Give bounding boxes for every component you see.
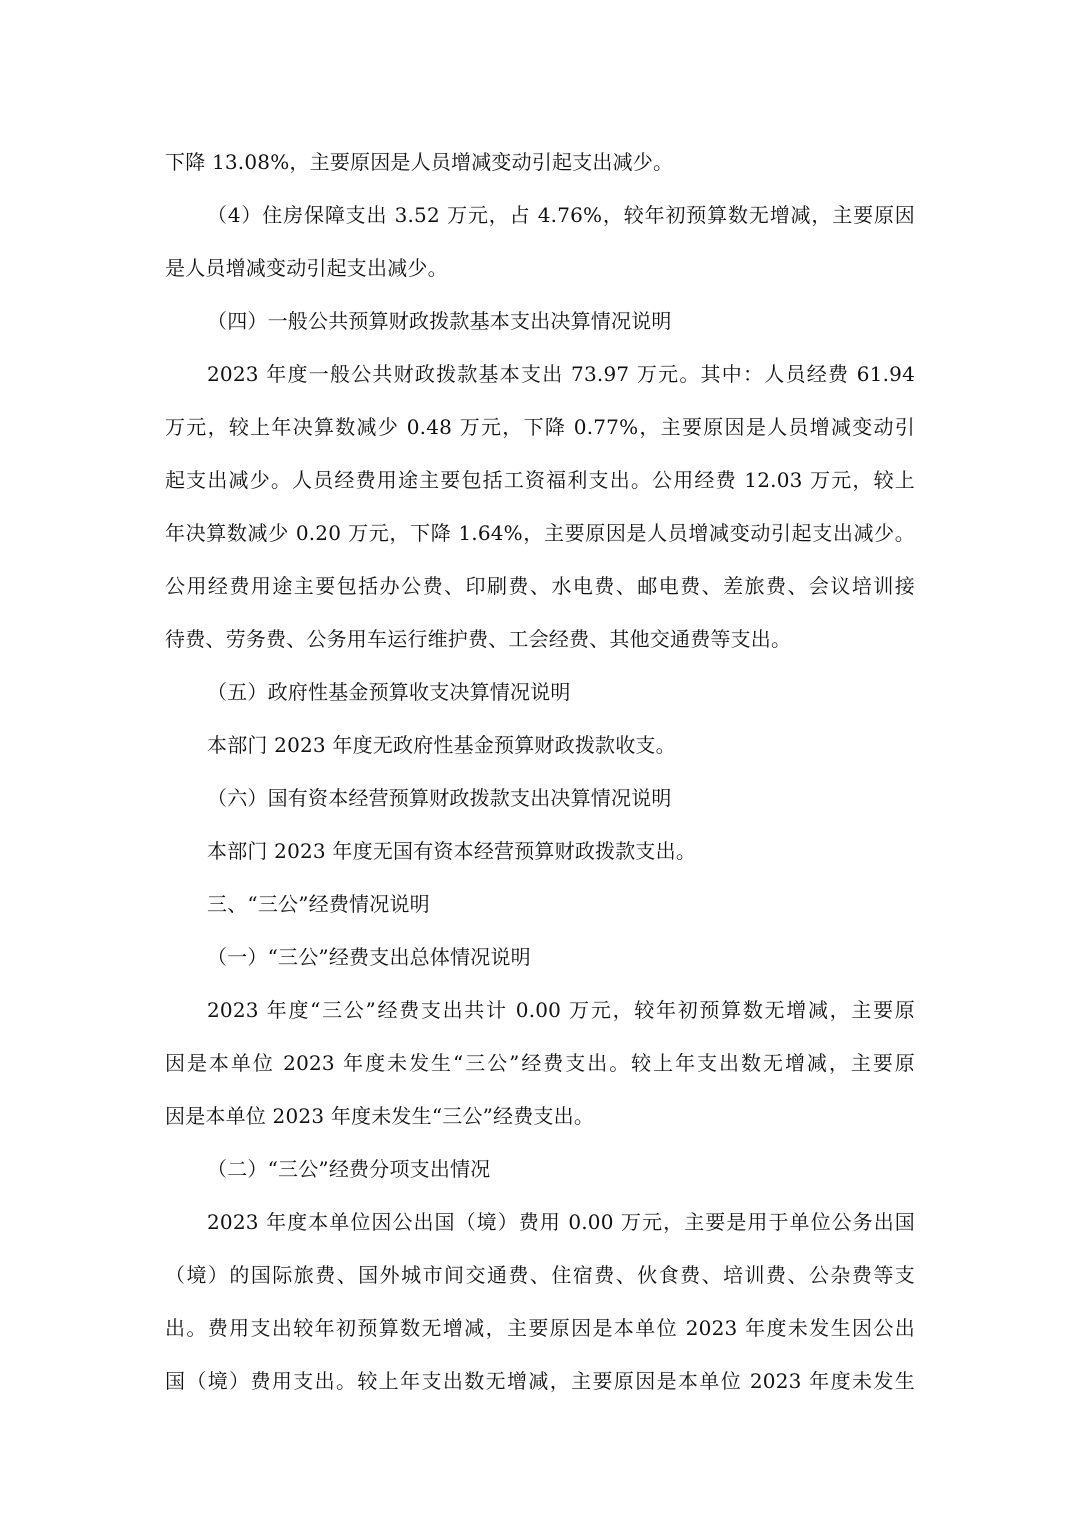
text-line: 公用经费用途主要包括办公费、印刷费、水电费、邮电费、差旅费、会议培训接 xyxy=(165,574,915,598)
text-line: 因是本单位 2023 年度未发生“三公”经费支出。较上年支出数无增减，主要原 xyxy=(165,1051,915,1075)
section-heading: （一）“三公”经费支出总体情况说明 xyxy=(207,945,531,969)
section-heading: （四）一般公共预算财政拨款基本支出决算情况说明 xyxy=(207,309,672,333)
text-line: 国（境）费用支出。较上年支出数无增减，主要原因是本单位 2023 年度未发生 xyxy=(165,1369,915,1393)
text-line: 2023 年度本单位因公出国（境）费用 0.00 万元，主要是用于单位公务出国 xyxy=(207,1210,915,1234)
text-line: 是人员增减变动引起支出减少。 xyxy=(165,256,448,280)
text-line: 出。费用支出较年初预算数无增减，主要原因是本单位 2023 年度未发生因公出 xyxy=(165,1316,915,1340)
text-line: 2023 年度一般公共财政拨款基本支出 73.97 万元。其中：人员经费 61.94 xyxy=(207,362,915,386)
text-line: 待费、劳务费、公务用车运行维护费、工会经费、其他交通费等支出。 xyxy=(165,627,792,651)
text-line: 因是本单位 2023 年度未发生“三公”经费支出。 xyxy=(165,1104,595,1128)
text-line: 本部门 2023 年度无国有资本经营预算财政拨款支出。 xyxy=(207,839,697,863)
section-heading: （六）国有资本经营预算财政拨款支出决算情况说明 xyxy=(207,786,672,810)
text-line: （4）住房保障支出 3.52 万元，占 4.76%，较年初预算数无增减，主要原因 xyxy=(207,203,915,227)
text-line: 2023 年度“三公”经费支出共计 0.00 万元，较年初预算数无增减，主要原 xyxy=(207,998,915,1022)
section-heading: （五）政府性基金预算收支决算情况说明 xyxy=(207,680,571,704)
section-heading: （二）“三公”经费分项支出情况 xyxy=(207,1157,491,1181)
text-line: 万元，较上年决算数减少 0.48 万元，下降 0.77%，主要原因是人员增减变动引 xyxy=(165,415,915,439)
text-line: 本部门 2023 年度无政府性基金预算财政拨款收支。 xyxy=(207,733,676,757)
text-line: 年决算数减少 0.20 万元，下降 1.64%，主要原因是人员增减变动引起支出减少。 xyxy=(165,521,915,545)
text-line: 起支出减少。人员经费用途主要包括工资福利支出。公用经费 12.03 万元，较上 xyxy=(165,468,915,492)
text-line: （境）的国际旅费、国外城市间交通费、住宿费、伙食费、培训费、公杂费等支 xyxy=(165,1263,915,1287)
section-heading: 三、“三公”经费情况说明 xyxy=(207,892,430,916)
text-line: 下降 13.08%，主要原因是人员增减变动引起支出减少。 xyxy=(165,150,674,174)
